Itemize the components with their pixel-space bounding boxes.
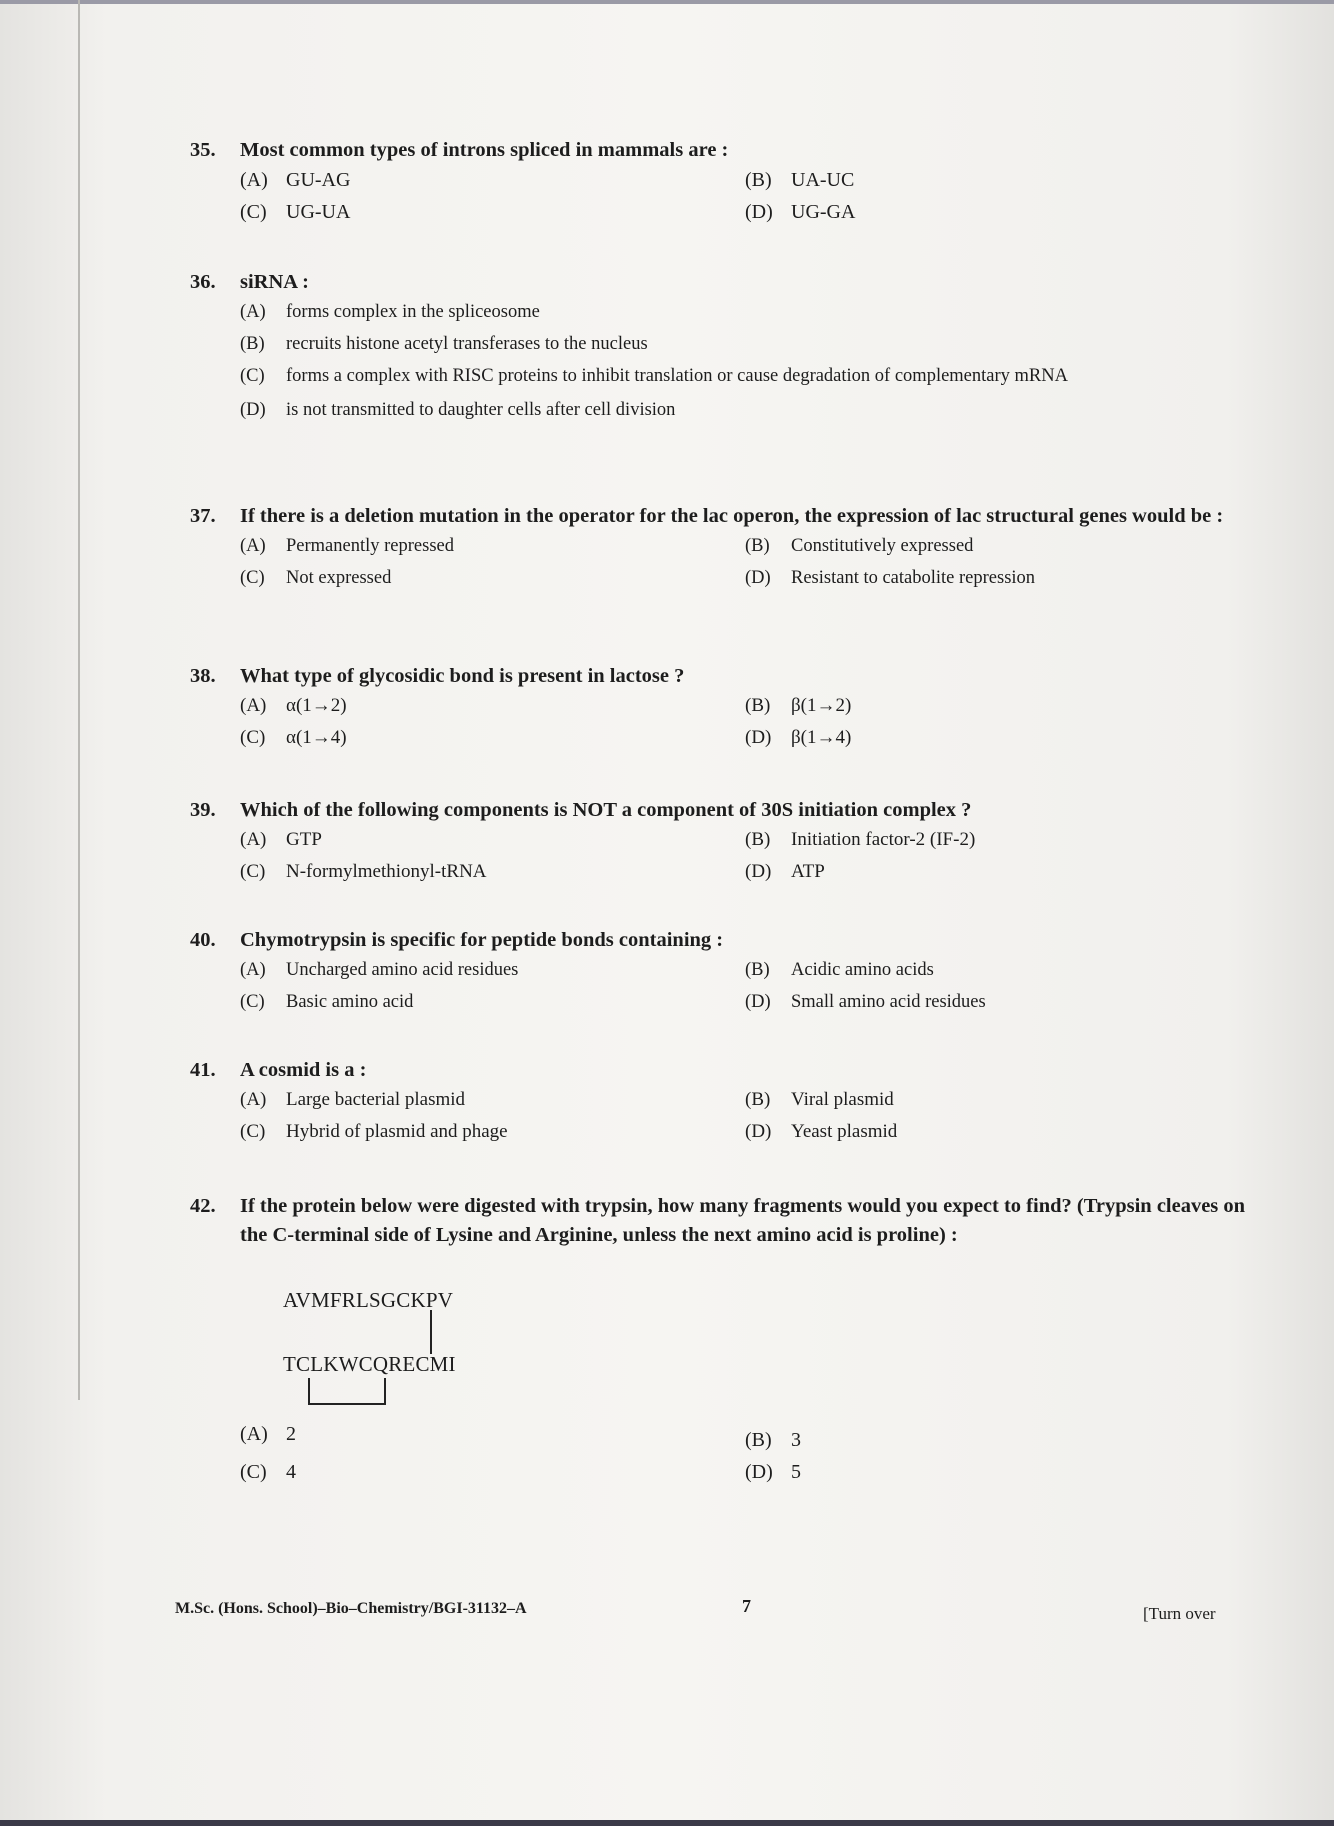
option-c: (C) Not expressed [240,568,392,588]
option-a: (A) Uncharged amino acid residues [240,960,519,980]
option-a: (A) Large bacterial plasmid [240,1089,466,1110]
question-text: Chymotrypsin is specific for peptide bonds containing : [240,929,724,951]
question-text: If there is a deletion mutation in the operator for the lac operon, the expression of lac structural genes would be : [240,505,1224,527]
question-number: 40. [190,929,216,951]
option-b: (B) Initiation factor-2 (IF-2) [745,829,976,850]
option-a: (A) GU-AG [240,169,351,191]
question-number: 41. [190,1059,216,1081]
option-c: (C) Hybrid of plasmid and phage [240,1121,508,1142]
option-a: (A) Permanently repressed [240,536,454,556]
option-c: (C) N-formylmethionyl-tRNA [240,861,487,882]
question-number: 38. [190,665,216,687]
question-number: 42. [190,1195,216,1217]
option-c: (C) 4 [240,1461,296,1483]
question-number: 37. [190,505,216,527]
disulfide-bond-bracket [309,1378,385,1404]
bottom-edge [0,1820,1334,1826]
option-d: (D) 5 [745,1461,801,1483]
question-text: A cosmid is a : [240,1059,367,1081]
option-b: (B) Constitutively expressed [745,536,974,556]
question-text: If the protein below were digested with trypsin, how many fragments would you expect to find? (Trypsin cleaves on the C-terminal side of Lysine and Arginine, unless the next amino acid is proline) : [240,1195,1246,1246]
question-text: What type of glycosidic bond is present in lactose ? [240,665,685,687]
page-number: 7 [742,1596,751,1616]
option-d: (D) ATP [745,861,825,882]
option-b: (B) β(1→2) [745,695,852,716]
option-a: (A) GTP [240,829,322,850]
turn-over-note: [Turn over [1143,1604,1216,1623]
option-d: (D) is not transmitted to daughter cells after cell division [240,400,676,420]
option-b: (B) Acidic amino acids [745,960,934,980]
option-c: (C) Basic amino acid [240,992,414,1012]
question-text: Which of the following components is NOT a component of 30S initiation complex ? [240,799,972,821]
question-text: siRNA : [240,271,309,293]
option-d: (D) β(1→4) [745,727,852,748]
footer-course-code: M.Sc. (Hons. School)–Bio–Chemistry/BGI-31132–A [175,1600,527,1617]
option-c: (C) α(1→4) [240,727,347,748]
option-d: (D) Small amino acid residues [745,992,986,1012]
option-b: (B) 3 [745,1429,801,1451]
option-d: (D) Yeast plasmid [745,1121,898,1142]
sequence-top: AVMFRLSGCKPV [283,1288,454,1312]
question-number: 39. [190,799,216,821]
option-b: (B) recruits histone acetyl transferases to the nucleus [240,334,648,354]
option-a: (A) α(1→2) [240,695,347,716]
option-b: (B) UA-UC [745,169,855,191]
question-text: Most common types of introns spliced in mammals are : [240,139,729,161]
option-b: (B) Viral plasmid [745,1089,894,1110]
option-c: (C) forms a complex with RISC proteins to inhibit translation or cause degradation of complementary mRNA [240,366,1068,386]
option-a: (A) 2 [240,1423,296,1445]
question-42-options [190,1418,1250,1488]
option-d: (D) UG-GA [745,201,856,223]
sequence-bottom: TCLKWCQRECMI [283,1352,456,1376]
option-a: (A) forms complex in the spliceosome [240,302,540,322]
option-d: (D) Resistant to catabolite repression [745,568,1036,588]
question-number: 36. [190,271,216,293]
option-c: (C) UG-UA [240,201,351,223]
question-number: 35. [190,139,216,161]
